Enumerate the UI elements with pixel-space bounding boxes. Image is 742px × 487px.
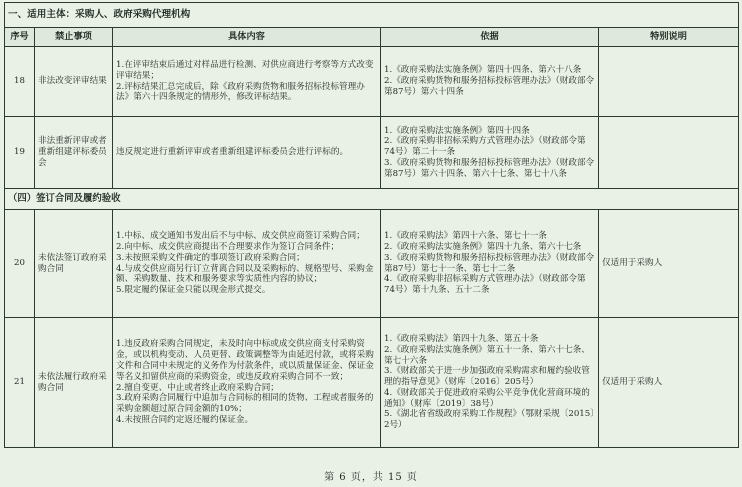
basis-line: 4.《财政部关于促进政府采购公平竞争优化营商环境的通知》（财库〔2019〕38号） <box>384 387 590 409</box>
row-note: 仅适用于采购人 <box>599 318 739 448</box>
basis-line: 4.《政府采购非招标采购方式管理办法》（财政部令第74号）第十九条、五十二条 <box>384 274 586 296</box>
table-row <box>5 117 739 189</box>
subsection-title: （四）签订合同及履约验收 <box>5 189 739 210</box>
page-footer: 第 6 页，共 15 页 <box>324 472 418 483</box>
row-no: 19 <box>5 117 35 189</box>
header-no: 序号 <box>5 28 35 47</box>
row-item: 非法改变评审结果 <box>35 47 113 117</box>
content-line: 违反规定进行重新评审或者重新组建评标委员会进行评标的。 <box>116 147 349 158</box>
row-basis <box>381 47 599 117</box>
row-item: 未依法履行政府采购合同 <box>35 318 113 448</box>
basis-line: 2.《政府采购货物和服务招标投标管理办法》（财政部令第87号）第六十四条 <box>384 76 595 97</box>
content-line: 3.政府采购合同履行中追加与合同标的相同的货物、工程或者服务的采购金额超过原合同金额的10%； <box>116 393 374 415</box>
header-content: 具体内容 <box>113 28 381 47</box>
row-no: 21 <box>5 318 35 448</box>
header-basis: 依据 <box>381 28 599 47</box>
header-note: 特别说明 <box>599 28 739 47</box>
row-content <box>113 318 381 448</box>
basis-line: 1.《政府采购法》第四十九条、第五十条 <box>384 333 539 344</box>
basis-line: 5.《湖北省省级政府采购工作规程》（鄂财采规〔2015〕2号） <box>384 409 595 431</box>
basis-line: 3.《政府采购货物和服务招标投标管理办法》（财政部令第87号）第六十四条、第六十七条、第七十八条 <box>384 157 595 179</box>
table-row <box>5 210 739 318</box>
table-row <box>5 318 739 448</box>
basis-line: 2.《政府采购法实施条例》第五十一条、第六十七条、第七十六条 <box>384 344 590 366</box>
content-line: 4.与成交供应商另行订立背离合同以及采购标的、规格型号、采购金额、采购数量、技术和服务要求等实质性内容的协议； <box>116 263 374 285</box>
section-title: 一、适用主体：采购人、政府采购代理机构 <box>5 3 739 28</box>
row-basis <box>381 318 599 448</box>
row-basis <box>381 210 599 318</box>
row-item: 非法重新评审或者重新组建评标委员会 <box>35 117 113 189</box>
row-note: 仅适用于采购人 <box>599 210 739 318</box>
content-line: 1.中标、成交通知书发出后不与中标、成交供应商签订采购合同； <box>116 231 365 242</box>
content-line: 1.违反政府采购合同规定，未及时向中标或成交供应商支付采购资金，或以机构变动、人员更替、政策调整等为由延迟付款，或将采购文件和合同中未规定的义务作为付款条件，或以质量保证金、保证金等名义扣留供应商的采购资金，或违反政府采购合同不一致； <box>116 339 374 382</box>
row-item: 未依法签订政府采购合同 <box>35 210 113 318</box>
content-line: 2.向中标、成交供应商提出不合理要求作为签订合同条件； <box>116 241 340 252</box>
basis-line: 2.《政府采购法实施条例》第四十九条、第六十七条 <box>384 241 582 252</box>
content-line: 5.限定履约保证金只能以现金形式提交。 <box>116 285 271 296</box>
table-header <box>5 28 739 47</box>
row-no: 20 <box>5 210 35 318</box>
basis-line: 1.《政府采购法实施条例》第四十四条 <box>384 125 530 136</box>
content-line: 2.评标结果汇总完成后，除《政府采购货物和服务招标投标管理办法》第六十四条规定的情形外，修改评标结果。 <box>116 81 365 103</box>
row-content <box>113 210 381 318</box>
row-no: 18 <box>5 47 35 117</box>
content-line: 4.未按照合同约定返还履约保证金。 <box>116 414 254 425</box>
row-note <box>599 117 739 189</box>
row-content <box>113 117 381 189</box>
header-item: 禁止事项 <box>35 28 113 47</box>
content-line: 1.在评审结束后通过对样品进行检测、对供应商进行考察等方式改变评审结果； <box>116 59 374 81</box>
subsection-row <box>5 189 739 210</box>
basis-line: 3.《政府采购货物和服务招标投标管理办法》（财政部令第87号）第七十一条、第七十二条 <box>384 252 595 274</box>
basis-line: 2.《政府采购非招标采购方式管理办法》（财政部令第74号）第二十一条 <box>384 136 586 158</box>
row-content <box>113 47 381 117</box>
basis-line: 1.《政府采购法》第四十六条、第七十一条 <box>384 231 547 242</box>
row-note <box>599 47 739 117</box>
prohibited-items-table <box>4 2 739 448</box>
content-line: 2.擅自变更、中止或者终止政府采购合同； <box>116 382 279 393</box>
basis-line: 3.《财政部关于进一步加强政府采购需求和履约验收管理的指导意见》（财库〔2016〕205号） <box>384 366 590 388</box>
row-basis <box>381 117 599 189</box>
table-row <box>5 47 739 117</box>
basis-line: 1.《政府采购法实施条例》第四十四条、第六十八条 <box>384 65 582 76</box>
content-line: 3.未按照采购文件确定的事项签订政府采购合同； <box>116 252 305 263</box>
